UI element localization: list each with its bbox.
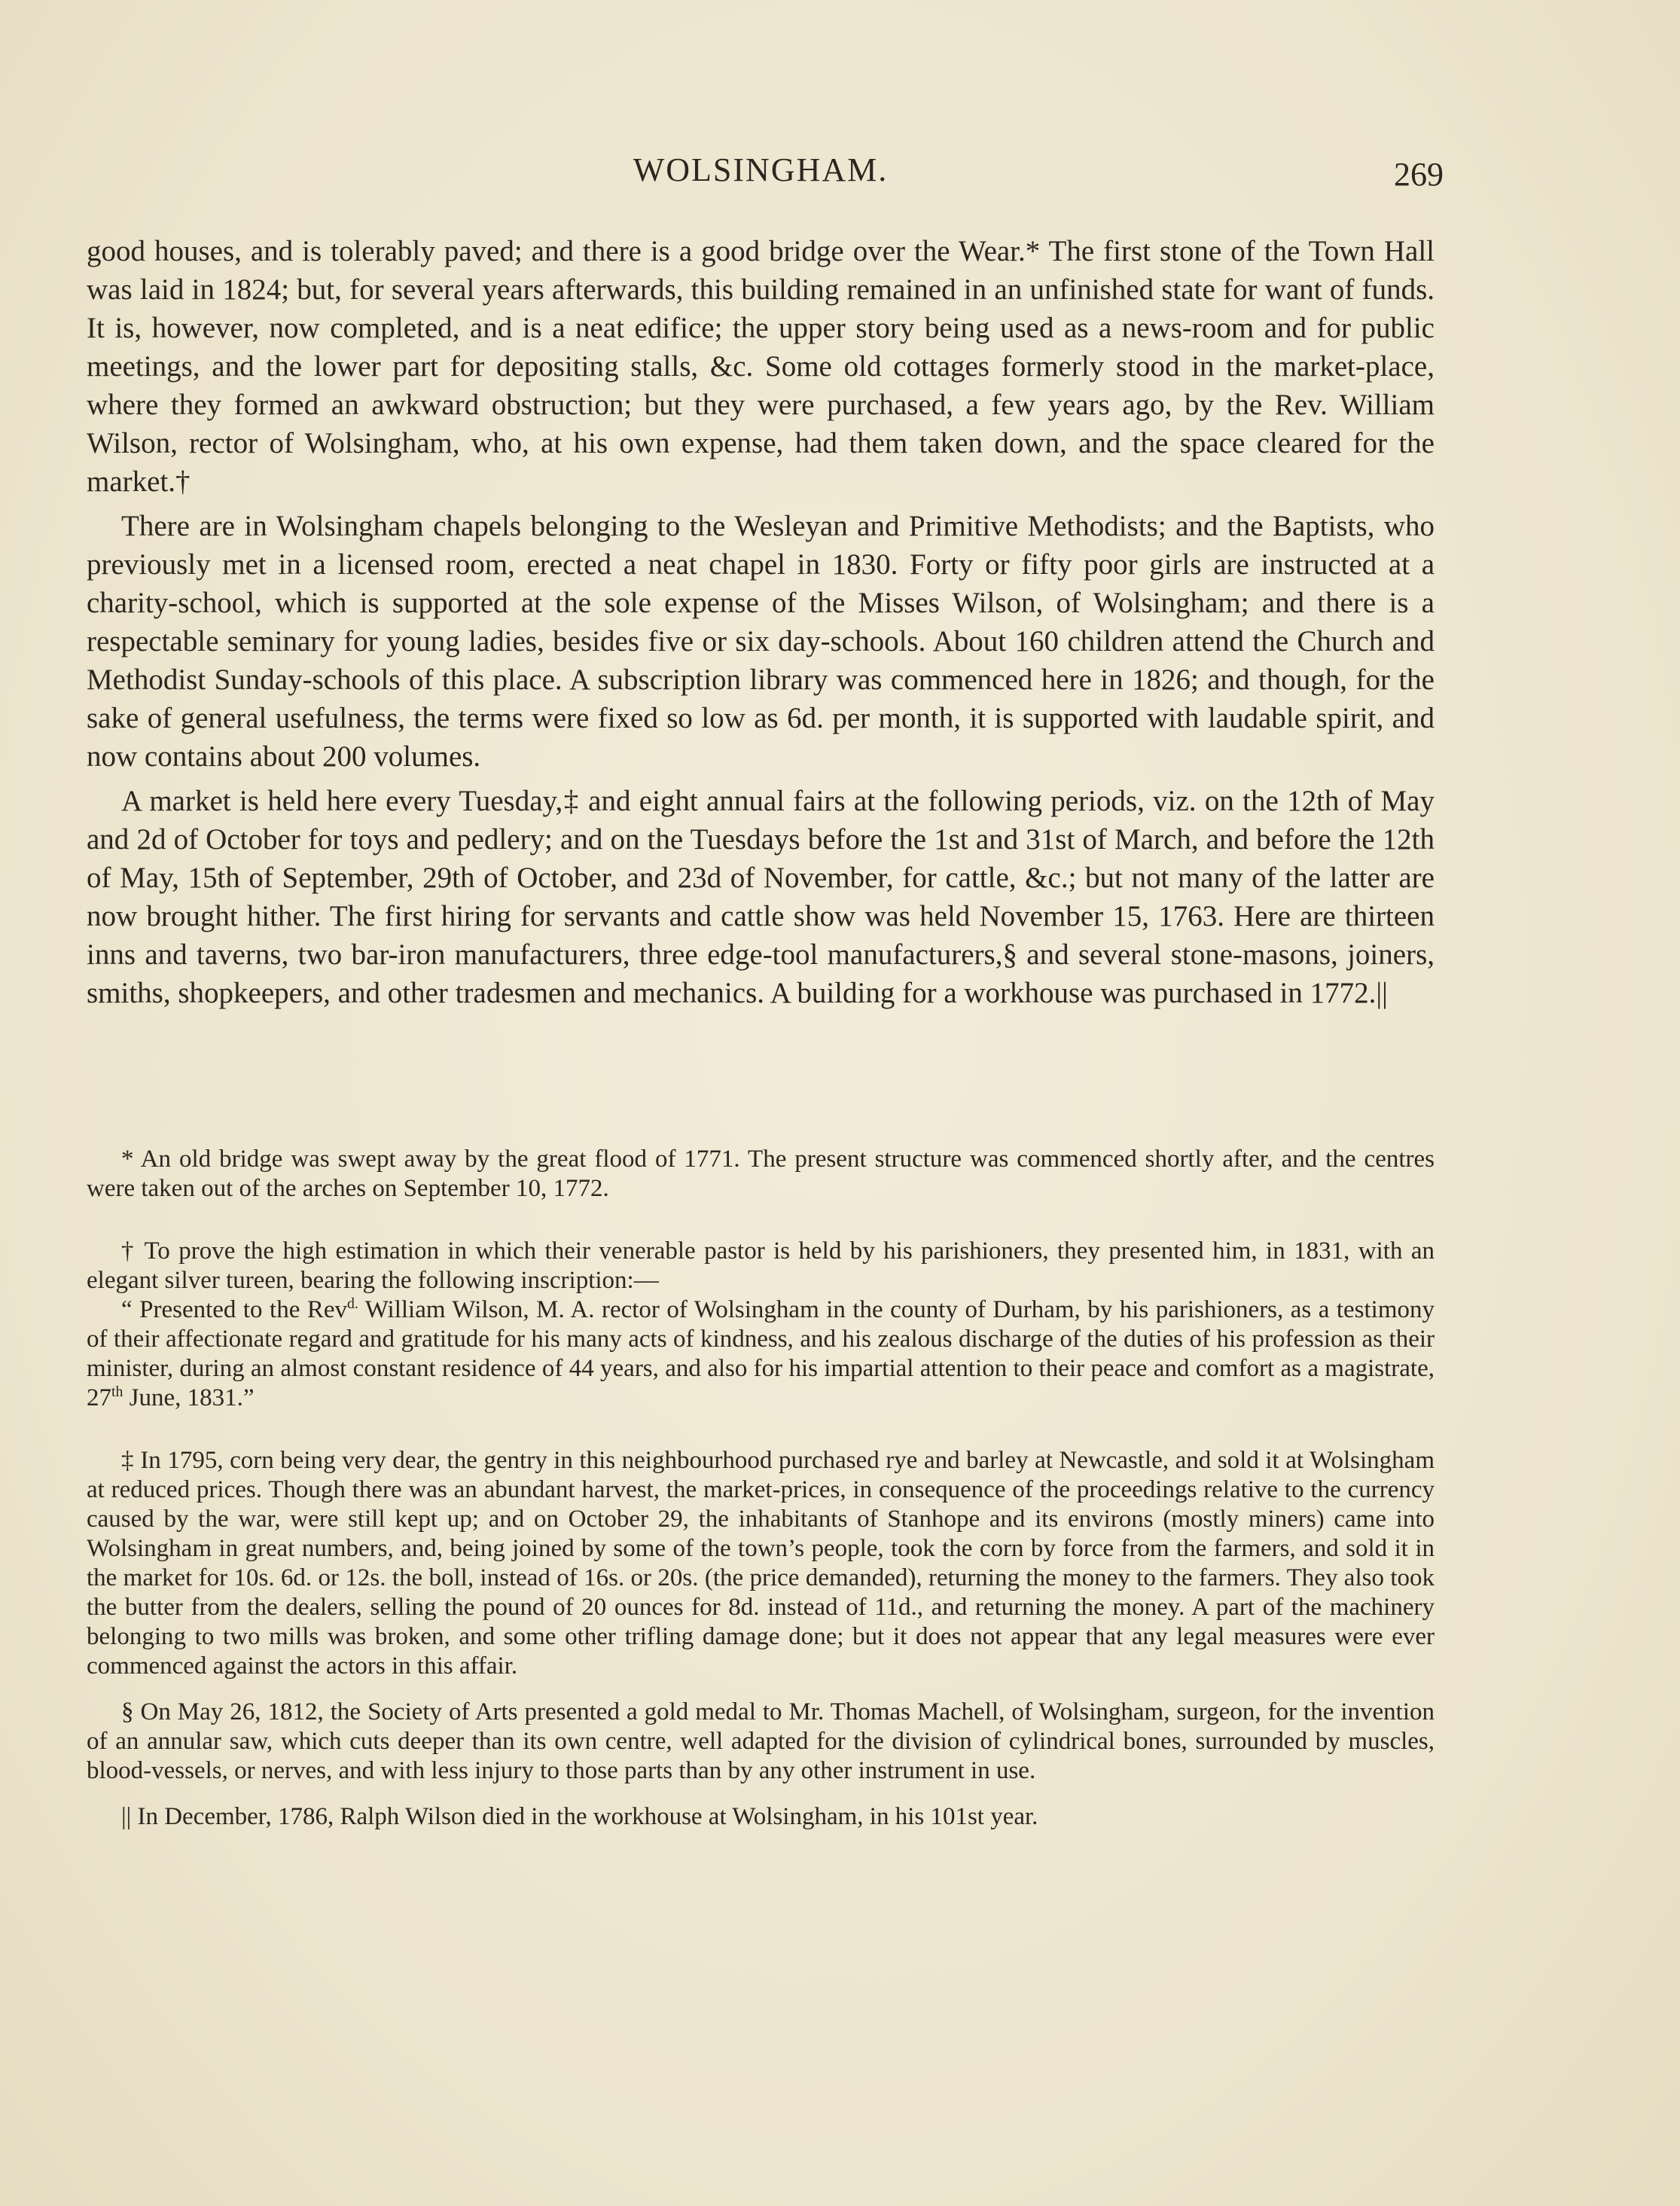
footnote-bridge: * An old bridge was swept away by the great flood of 1771. The present structure was commenced shortly after, and the centres were taken out of the arches on September 10, 1772. xyxy=(87,1146,1435,1202)
footnotes xyxy=(87,1145,1435,1865)
footnote-tureen-inscription xyxy=(87,1295,1435,1413)
footnote-ralph-wilson: || In December, 1786, Ralph Wilson died in the workhouse at Wolsingham, in his 101st year. xyxy=(121,1803,1038,1830)
page-number: 269 xyxy=(1394,156,1444,193)
inscription-part-c: June, 1831.” xyxy=(123,1384,255,1411)
inscription-sup-rev: d. xyxy=(347,1295,358,1312)
paragraph-chapels-schools: There are in Wolsingham chapels belonging to the Wesleyan and Primitive Methodists; and the Baptists, who previously met in a licensed room, erected a neat chapel in 1830. Forty or fifty poor girls are instructed at a charity-school, which is supported at the sole expense of the Misses Wilson, of Wolsingham; and there is a respectable seminary for young ladies, besides five or six day-schools. About 160 children attend the Church and Methodist Sunday-schools of this place. A subscription library was commenced here in 1826; and though, for the sake of general usefulness, the terms were fixed so low as 6d. per month, it is supported with laudable spirit, and now contains about 200 volumes. xyxy=(87,510,1435,773)
running-title: WOLSINGHAM. xyxy=(633,151,889,188)
page-header xyxy=(87,151,1444,203)
footnote-corn-riot: ‡ In 1795, corn being very dear, the gentry in this neighbourhood purchased rye and barley at Newcastle, and sold it at Wolsingham at reduced prices. Though there was an abundant harvest, the market-prices, in consequence of the proceedings relative to the currency caused by the war, were still kept up; and on October 29, the inhabitants of Stanhope and its environs (mostly miners) came into Wolsingham in great numbers, and, being joined by some of the town’s people, took the corn by force from the farmers, and sold it in the market for 10s. 6d. or 12s. the boll, instead of 16s. or 20s. (the price demanded), returning the money to the farmers. They also took the butter from the dealers, selling the pound of 20 ounces for 8d. instead of 11d., and returning the money. A part of the machinery belonging to two mills was broken, and some other trifling damage done; but it does not appear that any legal measures were ever commenced against the actors in this affair. xyxy=(87,1447,1435,1680)
footnote-society-of-arts: § On May 26, 1812, the Society of Arts presented a gold medal to Mr. Thomas Machell, of Wolsingham, surgeon, for the invention of an annular saw, which cuts deeper than its own centre, well adapted for the division of cylindrical bones, surrounded by muscles, blood-vessels, or nerves, and with less injury to those parts than by any other instrument in use. xyxy=(87,1698,1435,1784)
footnote-tureen: † To prove the high estimation in which their venerable pastor is held by his parishioners, they presented him, in 1831, with an elegant silver tureen, bearing the following inscription:— xyxy=(87,1237,1435,1294)
inscription-part-a: “ Presented to the Rev xyxy=(121,1296,347,1323)
inscription-sup-th: th xyxy=(111,1384,123,1400)
paragraph-town-hall: good houses, and is tolerably paved; and there is a good bridge over the Wear.* The first stone of the Town Hall was laid in 1824; but, for several years afterwards, this building remained in an unfinished state for want of funds. It is, however, now completed, and is a neat edifice; the upper story being used as a news-room and for public meetings, and the lower part for depositing stalls, &c. Some old cottages formerly stood in the market-place, where they formed an awkward obstruction; but they were purchased, a few years ago, by the Rev. William Wilson, rector of Wolsingham, who, at his own expense, had them taken down, and the space cleared for the market.† xyxy=(87,235,1435,498)
main-text xyxy=(87,232,1435,1018)
paragraph-market-fairs: A market is held here every Tuesday,‡ and eight annual fairs at the following periods, viz. on the 12th of May and 2d of October for toys and pedlery; and on the Tuesdays before the 1st and 31st of March, and before the 12th of May, 15th of September, 29th of October, and 23d of November, for cattle, &c.; but not many of the latter are now brought hither. The first hiring for servants and cattle show was held November 15, 1763. Here are thirteen inns and taverns, two bar-iron manufacturers, three edge-tool manufacturers,§ and several stone-masons, joiners, smiths, shopkeepers, and other tradesmen and mechanics. A building for a workhouse was purchased in 1772.|| xyxy=(87,785,1435,1009)
inscription-part-b: William Wilson, M. A. rector of Wolsingham in the county of Durham, by his parishioners, as a testimony of their affectionate regard and gratitude for his many acts of kindness, and his zealous discharge of the duties of his profession as their minister, during an almost constant residence of 44 years, and also for his impartial attention to their peace and comfort as a magistrate, 27 xyxy=(87,1296,1435,1411)
